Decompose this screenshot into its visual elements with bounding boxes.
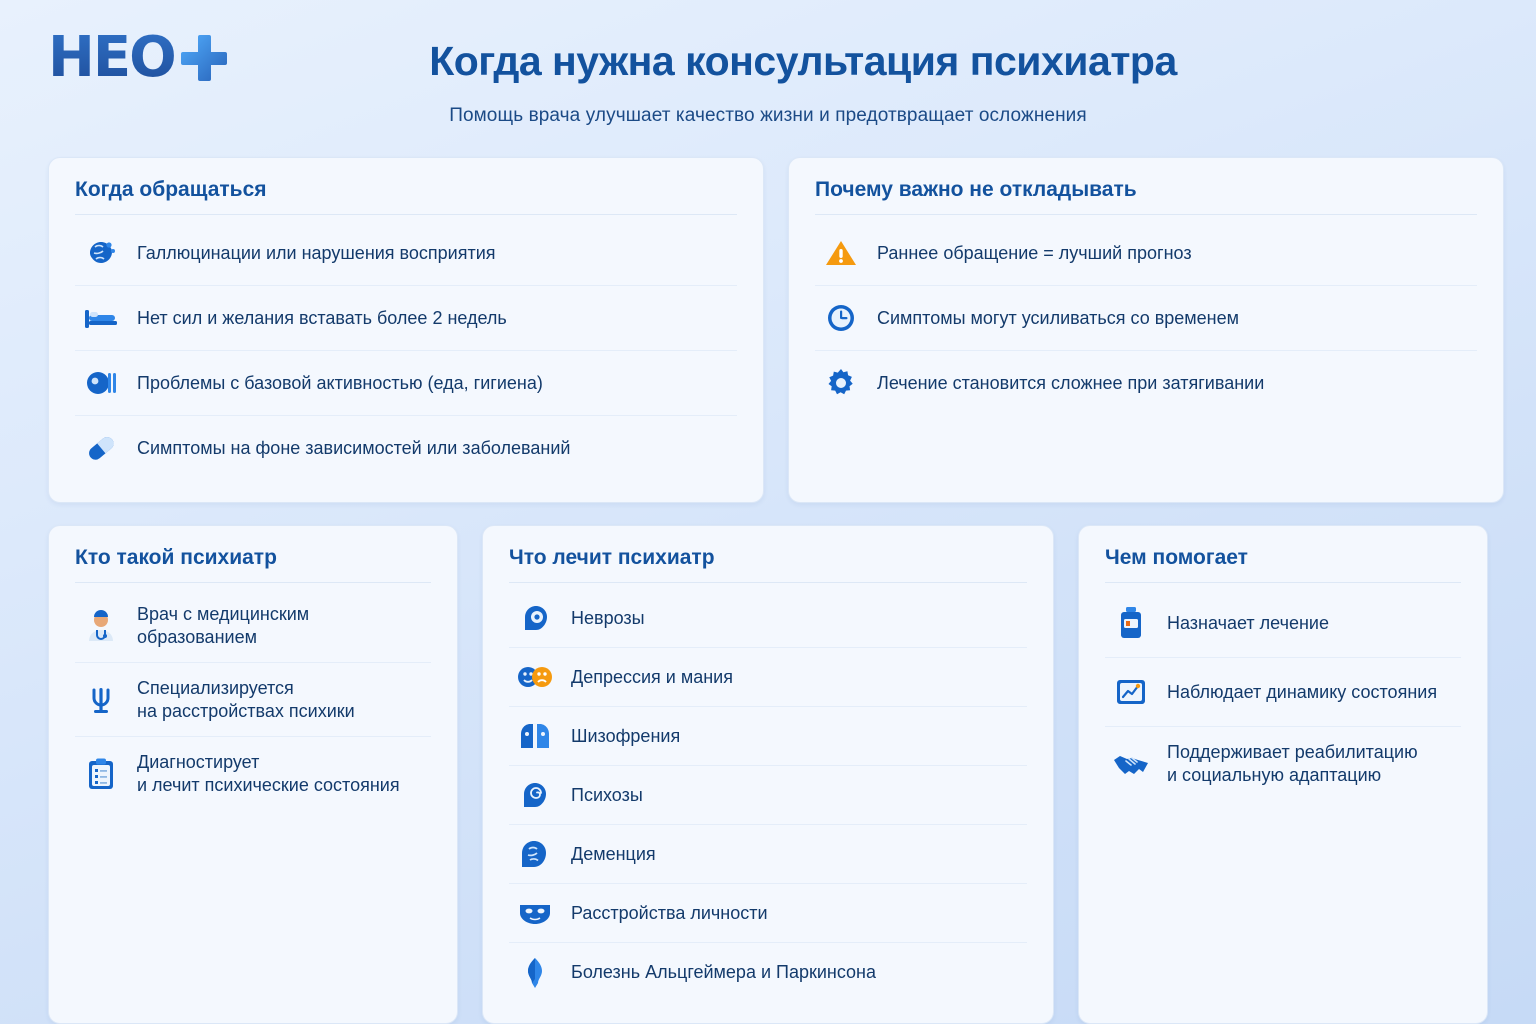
- list-item-label: Деменция: [571, 843, 656, 864]
- list-item: [75, 416, 737, 480]
- plate-fork-icon: [79, 363, 123, 403]
- list-item: [75, 589, 431, 663]
- gear-icon: [819, 363, 863, 403]
- list-item-label: Неврозы: [571, 607, 645, 628]
- list-item: [75, 286, 737, 351]
- list-item-label: Поддерживает реабилитацию и социальную адаптацию: [1167, 742, 1418, 785]
- list-item: [75, 221, 737, 286]
- logo: [48, 25, 227, 90]
- top-row: [0, 127, 1536, 503]
- card-title-why: Почему важно не откладывать: [815, 178, 1477, 215]
- split-head-icon: [513, 716, 557, 756]
- list-item: [509, 943, 1027, 1001]
- list-item: [75, 351, 737, 416]
- list-item-label: Галлюцинации или нарушения восприятия: [137, 242, 496, 263]
- list-item: [815, 286, 1477, 351]
- list-item-label: Лечение становится сложнее при затягивании: [877, 372, 1265, 393]
- list-item: [509, 766, 1027, 825]
- card-what-treats: [482, 525, 1054, 1024]
- list-item-label: Депрессия и мания: [571, 666, 733, 687]
- list-item-label: Диагностирует и лечит психические состояния: [137, 752, 400, 795]
- list-item-label: Наблюдает динамику состояния: [1167, 681, 1438, 702]
- pill-icon: [79, 428, 123, 468]
- card-title-when: Когда обращаться: [75, 178, 737, 215]
- list-item-label: Нет сил и желания вставать более 2 недель: [137, 307, 507, 328]
- list-item: [1105, 589, 1461, 658]
- bed-icon: [79, 298, 123, 338]
- list-item: [815, 221, 1477, 286]
- list-item: [75, 737, 431, 810]
- list-item: [509, 825, 1027, 884]
- page-title: Когда нужна консультация психиатра: [429, 38, 1177, 84]
- list-item-label: Болезнь Альцгеймера и Паркинсона: [571, 961, 877, 982]
- handshake-icon: [1109, 744, 1153, 784]
- card-why-not-delay: [788, 157, 1504, 503]
- head-swirl-icon: [513, 775, 557, 815]
- list-item: [1105, 727, 1461, 800]
- card-title-help: Чем помогает: [1105, 546, 1461, 583]
- chart-up-icon: [1109, 672, 1153, 712]
- card-when-to-seek-help: [48, 157, 764, 503]
- card-who-is-psychiatrist: [48, 525, 458, 1024]
- list-item-label: Врач с медицинским образованием: [137, 604, 310, 647]
- doctor-icon: [79, 606, 123, 646]
- card-how-helps: [1078, 525, 1488, 1024]
- head-brain-icon: [513, 834, 557, 874]
- list-item-label: Специализируется на расстройствах психики: [137, 678, 355, 721]
- clipboard-icon: [79, 754, 123, 794]
- list-item: [509, 648, 1027, 707]
- ribbon-icon: [513, 952, 557, 992]
- list-item: [75, 663, 431, 737]
- list-item-label: Проблемы с базовой активностью (еда, гигиена): [137, 372, 543, 393]
- list-item-label: Раннее обращение = лучший прогноз: [877, 242, 1192, 263]
- list-item: [509, 707, 1027, 766]
- two-faces-icon: [513, 657, 557, 697]
- logo-text: HEO: [48, 25, 175, 90]
- psi-icon: [79, 680, 123, 720]
- list-item-label: Назначает лечение: [1167, 612, 1329, 633]
- card-title-who: Кто такой психиатр: [75, 546, 431, 583]
- card-title-what: Что лечит психиатр: [509, 546, 1027, 583]
- page-header: [0, 0, 1536, 127]
- list-item-label: Симптомы могут усиливаться со временем: [877, 307, 1240, 328]
- list-item: [1105, 658, 1461, 727]
- list-item: [509, 589, 1027, 648]
- warning-triangle-icon: [819, 233, 863, 273]
- bottom-row: [0, 503, 1536, 1024]
- head-gear-icon: [513, 598, 557, 638]
- list-item-label: Симптомы на фоне зависимостей или заболеваний: [137, 437, 571, 458]
- medicine-bottle-icon: [1109, 603, 1153, 643]
- list-item: [815, 351, 1477, 415]
- plus-icon: [181, 35, 227, 81]
- masks-icon: [513, 893, 557, 933]
- page-subtitle: Помощь врача улучшает качество жизни и предотвращает осложнения: [449, 105, 1087, 126]
- list-item-label: Психозы: [571, 784, 643, 805]
- clock-icon: [819, 298, 863, 338]
- list-item-label: Шизофрения: [571, 725, 681, 746]
- list-item: [509, 884, 1027, 943]
- list-item-label: Расстройства личности: [571, 902, 768, 923]
- brain-icon: [79, 233, 123, 273]
